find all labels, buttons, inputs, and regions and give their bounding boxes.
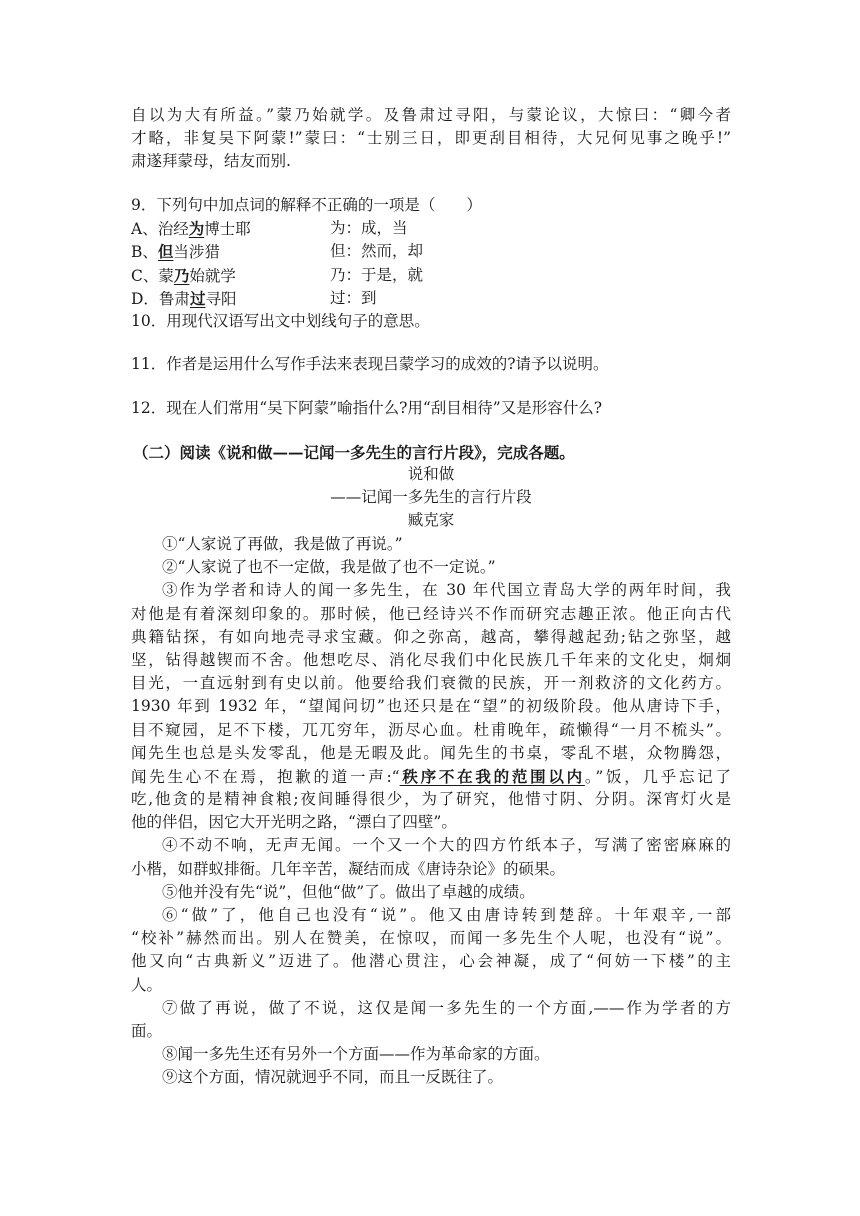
passage-line: 才略，非复吴下阿蒙!”蒙曰：“士别三日，即更刮目相待，大兄何见事之晚乎!” [131, 129, 731, 148]
section-heading: （二）阅读《说和做——记闻一多先生的言行片段》，完成各题。 [133, 443, 575, 462]
paragraph-3-line: 目不窥园，足不下楼，兀兀穷年，沥尽心血。杜甫晚年，疏懒得“一月不梳头”。 [131, 720, 731, 739]
article-subtitle: ——记闻一多先生的言行片段 [330, 488, 532, 507]
paragraph-9: ⑨这个方面，情况就迥乎不同，而且一反既往了。 [162, 1068, 504, 1087]
option-c-gloss: 乃：于是，就 [330, 265, 424, 284]
paragraph-2: ②“人家说了也不一定做，我是做了也不一定说。” [162, 558, 496, 577]
dotted-word: 但 [157, 242, 174, 262]
dotted-word: 过 [189, 288, 206, 308]
passage-line: 自以为大有所益。”蒙乃始就学。及鲁肃过寻阳，与蒙论议，大惊曰：“卿今者 [131, 106, 731, 124]
question-11: 11．作者是运用什么写作手法来表现吕蒙学习的成效的?请予以说明。 [131, 355, 609, 373]
question-9 [131, 194, 731, 333]
option-d [131, 287, 731, 310]
paragraph-6-line: ⑥“做”了，他自己也没有“说”。他又由唐诗转到楚辞。十年艰辛,一部 [162, 906, 731, 924]
paragraph-4-line: 小楷，如群蚁排衙。几年辛苦，凝结而成《唐诗杂论》的硕果。 [131, 859, 566, 878]
section-2-heading-block [133, 441, 733, 464]
option-a-sentence: A、治经为博士耶 [131, 219, 251, 239]
dotted-word: 乃 [173, 265, 190, 285]
paragraph-3-line: 吃,他贪的是精神食粮;夜间睡得很少，为了研究，他惜寸阴、分阴。深宵灯火是 [131, 790, 731, 809]
option-a-gloss: 为：成，当 [330, 219, 408, 238]
question-12: 12．现在人们常用“吴下阿蒙”喻指什么?用“刮目相待”又是形容什么? [131, 399, 603, 417]
option-d-sentence: D．鲁肃过寻阳 [131, 288, 237, 308]
article-title-block [131, 463, 731, 533]
paragraph-7-line: ⑦做了再说，做了不说，这仅是闻一多先生的一个方面,——作为学者的方 [162, 998, 731, 1017]
paragraph-3-line: 目光，一直远射到有史以前。他要给我们衰微的民族，开一剂救济的文化药方。 [131, 674, 731, 693]
question-9-stem: 9．下列句中加点词的解释不正确的一项是（ ） [131, 196, 482, 214]
option-b [131, 240, 731, 263]
paragraph-1: ①“人家说了再做，我是做了再说。” [162, 535, 403, 553]
option-d-gloss: 过：到 [330, 288, 377, 307]
paragraph-7-line: 面。 [131, 1021, 163, 1040]
paragraph-8: ⑧闻一多先生还有另外一个方面——作为革命家的方面。 [162, 1045, 550, 1064]
article-body [131, 533, 731, 1090]
dotted-word: 为 [188, 219, 205, 239]
paragraph-3-line: 他的伴侣，因它大开光明之路，“漂白了四壁”。 [131, 813, 457, 832]
option-a [131, 217, 731, 240]
paragraph-3-line: 1930 年到 1932 年，“望闻问切”也还只是在“望”的初级阶段。他从唐诗下手， [131, 697, 731, 716]
paragraph-6-line: “校补”赫然而出。别人在赞美，在惊叹，而闻一多先生个人呢，也没有“说”。 [131, 929, 731, 948]
article-title: 说和做 [407, 465, 455, 483]
question-12-block [131, 397, 731, 420]
paragraph-4-line: ④不动不响，无声无闻。一个又一个大的四方竹纸本子，写满了密密麻麻的 [162, 836, 731, 855]
article-author: 臧克家 [407, 511, 455, 530]
paragraph-3-line: 典籍钻探，有如向地壳寻求宝藏。仰之弥高，越高，攀得越起劲;钻之弥坚，越 [131, 627, 731, 646]
paragraph-3-line: 对他是有着深刻印象的。那时候，他已经诗兴不作而研究志趣正浓。他正向古代 [131, 604, 731, 623]
paragraph-6-line: 他又向“古典新义”迈进了。他潜心贯注，心会神凝，成了“何妨一下楼”的主 [131, 952, 731, 971]
classical-passage [131, 104, 731, 174]
paragraph-3-line: 坚，钻得越锲而不舍。他想吃尽、消化尽我们中化民族几千年来的文化史，炯炯 [131, 650, 731, 669]
question-10: 10．用现代汉语写出文中划线句子的意思。 [131, 311, 430, 330]
paragraph-3-line-underlined: 闻先生心不在焉，抱歉的道一声:“秩序不在我的范围以内。”饭，几乎忘记了 [131, 766, 731, 786]
underlined-sentence: 秩序不在我的范围以内 [399, 766, 585, 786]
passage-line: 肃遂拜蒙母，结友而别. [131, 152, 291, 171]
option-c [131, 264, 731, 287]
paragraph-3-line: ③作为学者和诗人的闻一多先生，在 30 年代国立青岛大学的两年时间，我 [162, 581, 731, 600]
option-c-sentence: C、蒙乃始就学 [131, 265, 236, 285]
paragraph-3-line: 闻先生也总是头发零乱，他是无暇及此。闻先生的书桌，零乱不堪，众物腾怨， [131, 743, 731, 762]
paragraph-5: ⑤他并没有先“说”，但他“做”了。做出了卓越的成绩。 [162, 882, 535, 901]
option-b-gloss: 但：然而，却 [330, 242, 424, 261]
question-11-block [131, 353, 731, 376]
option-b-sentence: B、但当涉猎 [131, 242, 220, 262]
paragraph-6-line: 人。 [131, 975, 163, 994]
